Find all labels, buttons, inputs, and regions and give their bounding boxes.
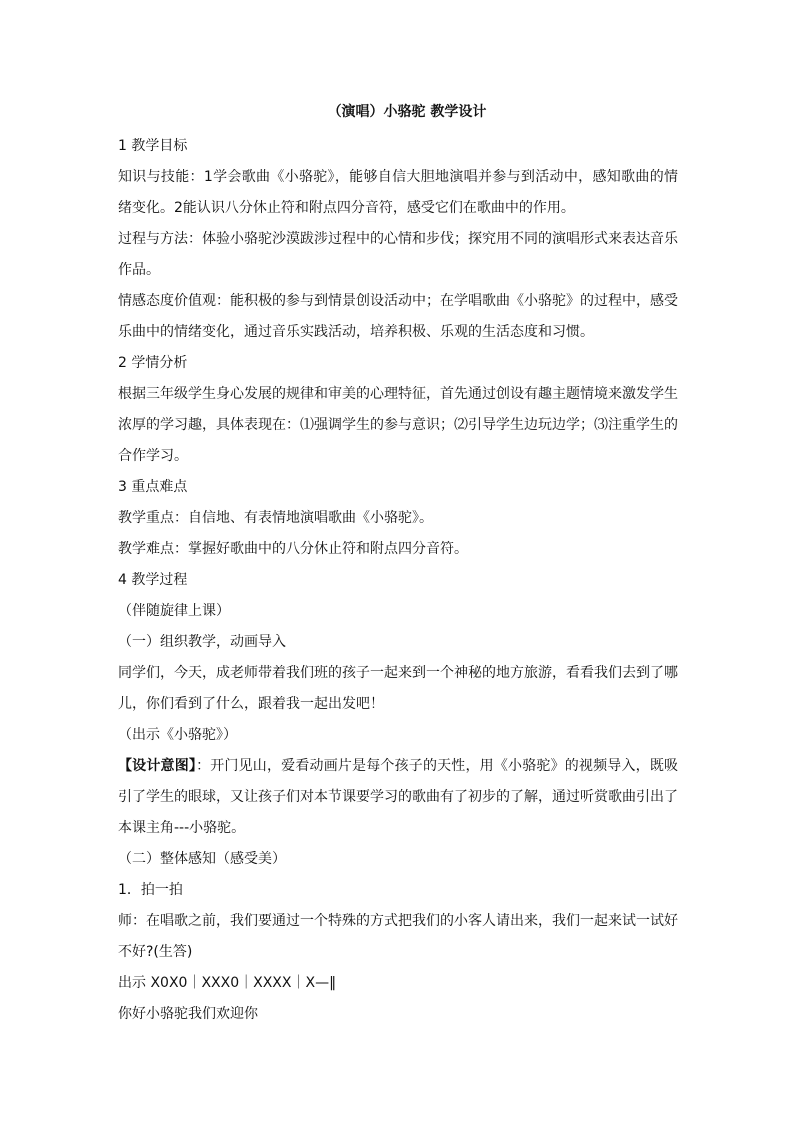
part1-show-line: （出示《小骆驼》） bbox=[118, 727, 237, 743]
section-heading-analysis: 2 学情分析 bbox=[118, 355, 188, 371]
design-intent-label: 【设计意图】 bbox=[118, 758, 197, 774]
design-intent-paragraph bbox=[118, 751, 678, 844]
part2-heading: （二）整体感知（感受美） bbox=[118, 851, 286, 867]
analysis-paragraph: 根据三年级学生身心发展的规律和审美的心理特征，首先通过创设有趣主题情境来激发学生浓厚的学习趣，具体表现在：⑴强调学生的参与意识；⑵引导学生边玩边学；⑶注重学生的合作学习。 bbox=[118, 386, 678, 464]
goal-emotion-paragraph: 情感态度价值观：能积极的参与到情景创设活动中；在学唱歌曲《小骆驼》的过程中，感受乐曲中的情绪变化，通过音乐实践活动，培养积极、乐观的生活态度和习惯。 bbox=[118, 293, 678, 340]
rhythm-line: 出示 X0X0｜XXX0｜XXXX｜X—‖ bbox=[118, 975, 337, 991]
section-heading-process: 4 教学过程 bbox=[118, 572, 188, 588]
section-heading-goals: 1 教学目标 bbox=[118, 138, 188, 154]
goal-process-paragraph: 过程与方法：体验小骆驼沙漠跋涉过程中的心情和步伐；探究用不同的演唱形式来表达音乐作品。 bbox=[118, 231, 678, 278]
part1-paragraph: 同学们，今天，成老师带着我们班的孩子一起来到一个神秘的地方旅游，看看我们去到了哪儿，你们看到了什么，跟着我一起出发吧！ bbox=[118, 665, 678, 712]
difficult-point-paragraph: 教学难点：掌握好歌曲中的八分休止符和附点四分音符。 bbox=[118, 541, 468, 557]
part1-heading: （一）组织教学，动画导入 bbox=[118, 634, 286, 650]
design-intent-text: ：开门见山，爱看动画片是每个孩子的天性，用《小骆驼》的视频导入，既吸引了学生的眼球，又让孩子们对本节课要学习的歌曲有了初步的了解，通过听赏歌曲引出了本课主角---小骆驼。 bbox=[118, 758, 678, 836]
step1-paragraph: 师：在唱歌之前，我们要通过一个特殊的方式把我们的小客人请出来，我们一起来试一试好不好?(生答) bbox=[118, 913, 678, 960]
lyric-line: 你好小骆驼我们欢迎你 bbox=[118, 1006, 258, 1022]
section-heading-keypoints: 3 重点难点 bbox=[118, 479, 188, 495]
goal-knowledge-paragraph: 知识与技能：1学会歌曲《小骆驼》，能够自信大胆地演唱并参与到活动中，感知歌曲的情绪变化。2能认识八分休止符和附点四分音符，感受它们在歌曲中的作用。 bbox=[118, 169, 678, 216]
process-intro-line: （伴随旋律上课） bbox=[118, 603, 230, 619]
step1-heading: 1．拍一拍 bbox=[118, 882, 183, 898]
document-title: （演唱）小骆驼 教学设计 bbox=[327, 104, 487, 120]
document-body bbox=[118, 101, 678, 1030]
key-point-paragraph: 教学重点：自信地、有表情地演唱歌曲《小骆驼》。 bbox=[118, 510, 433, 526]
